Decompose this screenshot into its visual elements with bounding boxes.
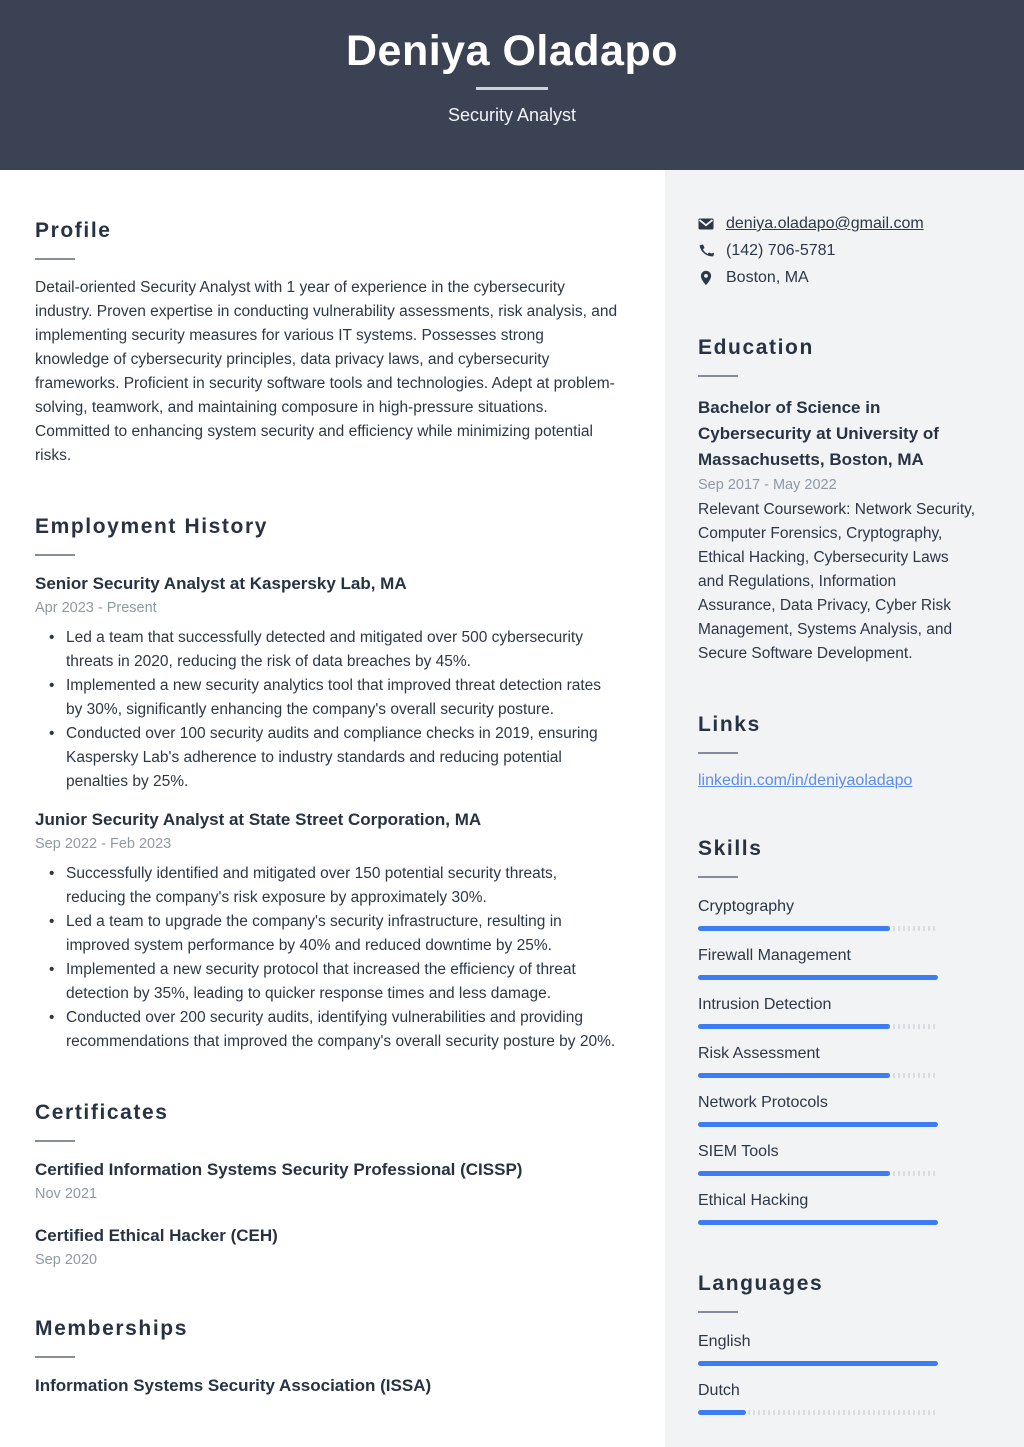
section-links <box>698 712 977 790</box>
section-divider <box>698 1311 738 1313</box>
job-bullet-list <box>35 862 620 1054</box>
skill-bar-fill <box>698 1220 938 1225</box>
job-bullet: • Conducted over 200 security audits, identifying vulnerabilities and providing recommendations that improved the company's overall security posture by 20%. <box>35 1006 620 1054</box>
profile-text: Detail-oriented Security Analyst with 1 year of experience in the cybersecurity industry. Proven expertise in conducting vulnerability assessments, risk analysis, and implementing security measures for various IT systems. Possesses strong knowledge of cybersecurity principles, data privacy laws, and cybersecurity frameworks. Proficient in security software tools and technologies. Adept at problem-solving, teamwork, and maintaining composure in high-pressure situations. Committed to enhancing system security and efficiency while minimizing potential risks. <box>35 279 618 464</box>
skill-entry <box>698 1190 977 1225</box>
skill-bar-track <box>698 1171 938 1176</box>
job-entry <box>35 808 620 1054</box>
job-bullet: • Led a team to upgrade the company's security infrastructure, resulting in improved system performance by 40% and reduced downtime by 25%. <box>35 910 620 958</box>
phone-number: (142) 706-5781 <box>726 242 836 259</box>
section-divider <box>35 1140 75 1142</box>
profile-heading: Profile <box>35 219 112 242</box>
skill-name: Network Protocols <box>698 1094 828 1111</box>
membership-entry: Information Systems Security Association (ISSA) <box>35 1376 432 1395</box>
envelope-icon <box>698 216 714 232</box>
language-entry <box>698 1380 977 1415</box>
memberships-heading: Memberships <box>35 1317 188 1340</box>
skill-bar-track <box>698 1220 938 1225</box>
skill-bar-fill <box>698 926 890 931</box>
section-education <box>698 335 977 666</box>
section-memberships <box>35 1316 620 1397</box>
job-bullet: • Conducted over 100 security audits and compliance checks in 2019, ensuring Kaspersky Lab's adherence to industry standards and reducing potential penalties by 25%. <box>35 722 620 794</box>
phone-icon <box>698 243 714 259</box>
skill-name: SIEM Tools <box>698 1143 779 1160</box>
skills-heading: Skills <box>698 837 763 860</box>
language-name: Dutch <box>698 1382 740 1399</box>
person-name: Deniya Oladapo <box>346 27 678 75</box>
contact-location-row <box>698 269 977 287</box>
job-title: Senior Security Analyst at Kaspersky Lab, MA <box>35 574 407 593</box>
certificate-title: Certified Information Systems Security Professional (CISSP) <box>35 1160 523 1179</box>
education-heading: Education <box>698 336 814 359</box>
language-bar-track <box>698 1410 938 1415</box>
job-bullet: • Implemented a new security analytics tool that improved threat detection rates by 30%, significantly enhancing the company's overall security posture. <box>35 674 620 722</box>
certificates-heading: Certificates <box>35 1101 169 1124</box>
sidebar-column <box>665 170 1024 1447</box>
education-dates: Sep 2017 - May 2022 <box>698 477 837 493</box>
job-title: Junior Security Analyst at State Street Corporation, MA <box>35 810 482 829</box>
linkedin-link[interactable]: linkedin.com/in/deniyaoladapo <box>698 772 913 789</box>
language-bar-fill <box>698 1410 746 1415</box>
section-skills <box>698 836 977 1225</box>
certificate-entry <box>35 1224 620 1270</box>
section-divider <box>35 554 75 556</box>
skill-name: Firewall Management <box>698 947 851 964</box>
education-description: Relevant Coursework: Network Security, Computer Forensics, Cryptography, Ethical Hacking, Cybersecurity Laws and Regulations, Information Assurance, Data Privacy, Cyber Risk Management, Systems Analysis, and Secure Software Development. <box>698 501 976 662</box>
job-entry <box>35 572 620 794</box>
header-divider <box>476 87 548 90</box>
skill-bar-fill <box>698 1024 890 1029</box>
section-languages <box>698 1271 977 1415</box>
skill-name: Cryptography <box>698 898 795 915</box>
job-bullet: • Successfully identified and mitigated over 150 potential security threats, reducing the company's risk exposure by approximately 30%. <box>35 862 620 910</box>
skill-name: Ethical Hacking <box>698 1192 809 1209</box>
skill-name: Intrusion Detection <box>698 996 832 1013</box>
language-bar-fill <box>698 1361 938 1366</box>
skill-bar-fill <box>698 1171 890 1176</box>
map-pin-icon <box>698 270 714 286</box>
language-bar-track <box>698 1361 938 1366</box>
skill-name: Risk Assessment <box>698 1045 820 1062</box>
section-employment-history <box>35 514 620 1054</box>
job-bullet-list <box>35 626 620 794</box>
skill-bar-fill <box>698 1122 938 1127</box>
links-heading: Links <box>698 713 761 736</box>
section-divider <box>35 1356 75 1358</box>
skill-entry <box>698 896 977 931</box>
section-divider <box>698 752 738 754</box>
person-job-title: Security Analyst <box>447 104 577 125</box>
language-name: English <box>698 1333 751 1350</box>
skill-entry <box>698 1141 977 1176</box>
job-bullet: • Implemented a new security protocol that increased the efficiency of threat detection by 35%, leading to quicker response times and less damage. <box>35 958 620 1006</box>
skill-entry <box>698 994 977 1029</box>
location-text: Boston, MA <box>726 269 809 286</box>
skill-entry <box>698 1043 977 1078</box>
main-column <box>0 170 665 1447</box>
language-entry <box>698 1331 977 1366</box>
contact-block <box>698 215 977 287</box>
job-bullet: • Led a team that successfully detected and mitigated over 500 cybersecurity threats in 2020, reducing the risk of data breaches by 45%. <box>35 626 620 674</box>
certificate-date: Sep 2020 <box>35 1252 98 1268</box>
job-dates: Apr 2023 - Present <box>35 600 157 616</box>
resume-body <box>0 170 1024 1447</box>
section-divider <box>35 258 75 260</box>
section-divider <box>698 375 738 377</box>
section-certificates <box>35 1100 620 1270</box>
certificate-entry <box>35 1158 620 1204</box>
section-divider <box>698 876 738 878</box>
link-entry <box>698 772 977 790</box>
job-dates: Sep 2022 - Feb 2023 <box>35 836 172 852</box>
certificate-date: Nov 2021 <box>35 1186 98 1202</box>
employment-heading: Employment History <box>35 515 269 538</box>
education-degree: Bachelor of Science in Cybersecurity at University of Massachusetts, Boston, MA <box>698 398 939 469</box>
email-link[interactable]: deniya.oladapo@gmail.com <box>726 215 924 232</box>
certificate-title: Certified Ethical Hacker (CEH) <box>35 1226 278 1245</box>
skill-bar-track <box>698 975 938 980</box>
languages-heading: Languages <box>698 1272 824 1295</box>
skill-entry <box>698 945 977 980</box>
skill-bar-track <box>698 1073 938 1078</box>
resume-header <box>0 0 1024 170</box>
skill-bar-track <box>698 1024 938 1029</box>
skill-bar-track <box>698 1122 938 1127</box>
skill-entry <box>698 1092 977 1127</box>
contact-email-row <box>698 215 977 233</box>
section-profile <box>35 218 620 468</box>
skill-bar-fill <box>698 975 938 980</box>
contact-phone-row <box>698 242 977 260</box>
skill-bar-fill <box>698 1073 890 1078</box>
skill-bar-track <box>698 926 938 931</box>
